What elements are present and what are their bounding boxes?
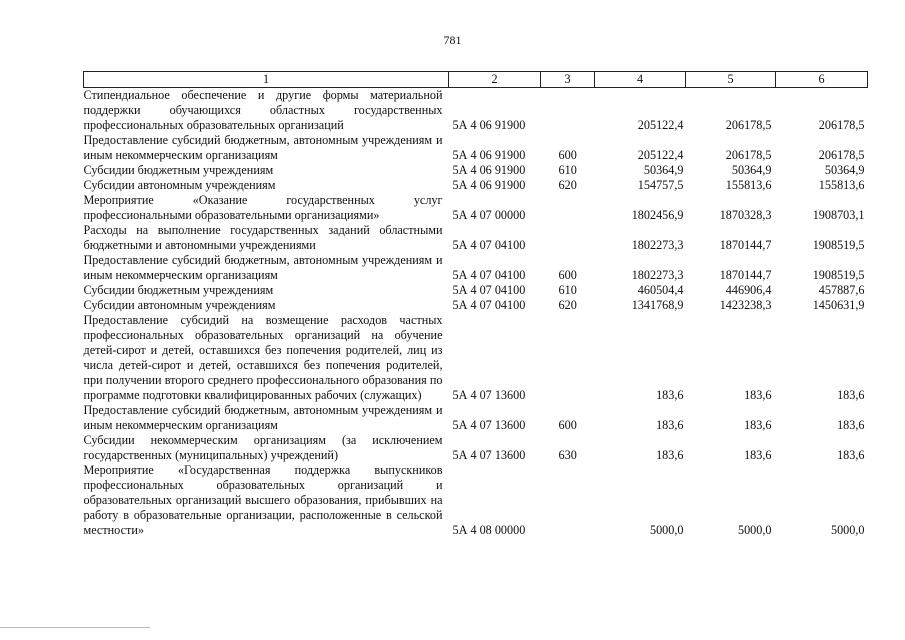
- row-value-4: 154757,5: [637, 178, 684, 192]
- row-value-5: 183,6: [744, 418, 772, 432]
- row-value-4: 183,6: [656, 388, 684, 402]
- row-name: Предоставление субсидий бюджетным, автономным учреждениям и иным некоммерческим организациям: [83, 403, 443, 432]
- header-col-5: 5: [686, 72, 776, 88]
- row-value-4: 183,6: [656, 418, 684, 432]
- table-row: [84, 313, 868, 403]
- row-vr: [541, 193, 595, 223]
- row-value-5: 1423238,3: [719, 298, 772, 312]
- row-value-5: 1870144,7: [719, 268, 772, 282]
- table-row: [84, 193, 868, 223]
- row-code: 5А 4 07 13600: [452, 388, 526, 402]
- row-value-6: 183,6: [837, 388, 865, 402]
- row-vr: 600: [558, 418, 577, 432]
- row-value-6: 1908519,5: [812, 238, 865, 252]
- row-value-6: 1908519,5: [812, 268, 865, 282]
- header-col-2: 2: [449, 72, 541, 88]
- table-row: [84, 298, 868, 313]
- row-code: 5А 4 07 00000: [452, 208, 526, 222]
- row-vr: [541, 463, 595, 538]
- row-value-5: 1870328,3: [719, 208, 772, 222]
- row-value-4: 205122,4: [637, 118, 684, 132]
- row-value-6: 50364,9: [824, 163, 865, 177]
- row-code: 5А 4 07 13600: [452, 448, 526, 462]
- row-value-6: 5000,0: [830, 523, 865, 537]
- row-vr: 620: [558, 298, 577, 312]
- row-value-5: 1870144,7: [719, 238, 772, 252]
- header-col-3: 3: [541, 72, 595, 88]
- row-value-6: 206178,5: [818, 118, 865, 132]
- row-code: 5А 4 06 91900: [452, 118, 526, 132]
- row-value-4: 50364,9: [643, 163, 684, 177]
- row-name: Предоставление субсидий на возмещение расходов частных профессиональных образовательных организаций на обучение детей-сирот и детей, оставшихся без попечения родителей, лиц из числа детей-сирот и детей, оставшихся без попечения родителей, при получении второго среднего профессионального образования по программе подготовки квалифицированных рабочих (служащих): [83, 313, 443, 402]
- header-col-4: 4: [595, 72, 686, 88]
- page-number: 781: [443, 33, 462, 47]
- table-body: [84, 88, 868, 539]
- row-vr: 620: [558, 178, 577, 192]
- row-value-6: 1450631,9: [812, 298, 865, 312]
- table-row: [84, 403, 868, 433]
- row-value-6: 183,6: [837, 448, 865, 462]
- row-value-4: 1802273,3: [631, 268, 684, 282]
- table-row: [84, 253, 868, 283]
- row-code: 5А 4 06 91900: [452, 148, 526, 162]
- row-vr: 630: [558, 448, 577, 462]
- row-value-4: 1341768,9: [631, 298, 684, 312]
- row-value-6: 457887,6: [818, 283, 865, 297]
- row-name: Мероприятие «Государственная поддержка выпускников профессиональных образовательных организаций и образовательных организаций высшего образования, прибывших на работу в образовательные организации, расположенные в сельской местности»: [83, 463, 443, 537]
- row-name: Стипендиальное обеспечение и другие формы материальной поддержки обучающихся областных государственных профессиональных образовательных организаций: [83, 88, 443, 132]
- row-value-4: 1802456,9: [631, 208, 684, 222]
- row-value-5: 446906,4: [725, 283, 772, 297]
- table-row: [84, 133, 868, 163]
- row-name: Предоставление субсидий бюджетным, автономным учреждениям и иным некоммерческим организациям: [83, 133, 443, 162]
- table-row: [84, 178, 868, 193]
- row-name: Субсидии автономным учреждениям: [83, 178, 276, 192]
- row-code: 5А 4 07 04100: [452, 268, 526, 282]
- row-value-6: 183,6: [837, 418, 865, 432]
- table-header: [84, 72, 868, 88]
- row-vr: [541, 88, 595, 134]
- row-name: Субсидии некоммерческим организациям (за исключением государственных (муниципальных) учреждений): [83, 433, 443, 462]
- row-code: 5А 4 07 04100: [452, 283, 526, 297]
- row-code: 5А 4 08 00000: [452, 523, 526, 537]
- row-value-5: 183,6: [744, 388, 772, 402]
- row-name: Мероприятие «Оказание государственных услуг профессиональными образовательными организациями»: [83, 193, 443, 222]
- row-name: Субсидии автономным учреждениям: [83, 298, 276, 312]
- header-col-6: 6: [776, 72, 868, 88]
- row-name: Расходы на выполнение государственных заданий областными бюджетными и автономными учреждениями: [83, 223, 443, 252]
- row-value-5: 5000,0: [737, 523, 772, 537]
- row-value-5: 206178,5: [725, 118, 772, 132]
- table-row: [84, 163, 868, 178]
- row-value-5: 183,6: [744, 448, 772, 462]
- row-name: Субсидии бюджетным учреждениям: [83, 283, 274, 297]
- table-row: [84, 433, 868, 463]
- row-vr: [541, 313, 595, 403]
- budget-table: [83, 71, 868, 538]
- table-row: [84, 283, 868, 298]
- row-value-4: 1802273,3: [631, 238, 684, 252]
- table-row: [84, 463, 868, 538]
- row-name: Субсидии бюджетным учреждениям: [83, 163, 274, 177]
- row-value-4: 460504,4: [637, 283, 684, 297]
- row-value-5: 206178,5: [725, 148, 772, 162]
- row-value-6: 206178,5: [818, 148, 865, 162]
- row-code: 5А 4 06 91900: [452, 163, 526, 177]
- header-col-1: 1: [84, 72, 449, 88]
- table-row: [84, 223, 868, 253]
- row-code: 5А 4 07 04100: [452, 298, 526, 312]
- row-value-4: 183,6: [656, 448, 684, 462]
- row-value-6: 155813,6: [818, 178, 865, 192]
- row-code: 5А 4 07 04100: [452, 238, 526, 252]
- row-value-4: 5000,0: [649, 523, 684, 537]
- row-code: 5А 4 06 91900: [452, 178, 526, 192]
- row-value-6: 1908703,1: [812, 208, 865, 222]
- table-row: [84, 88, 868, 134]
- row-value-5: 50364,9: [731, 163, 772, 177]
- row-vr: 600: [558, 148, 577, 162]
- row-vr: [541, 223, 595, 253]
- row-name: Предоставление субсидий бюджетным, автономным учреждениям и иным некоммерческим организациям: [83, 253, 443, 282]
- scan-artifact-line: [0, 627, 150, 628]
- row-value-5: 155813,6: [725, 178, 772, 192]
- row-vr: 600: [558, 268, 577, 282]
- row-vr: 610: [558, 283, 577, 297]
- row-code: 5А 4 07 13600: [452, 418, 526, 432]
- row-vr: 610: [558, 163, 577, 177]
- row-value-4: 205122,4: [637, 148, 684, 162]
